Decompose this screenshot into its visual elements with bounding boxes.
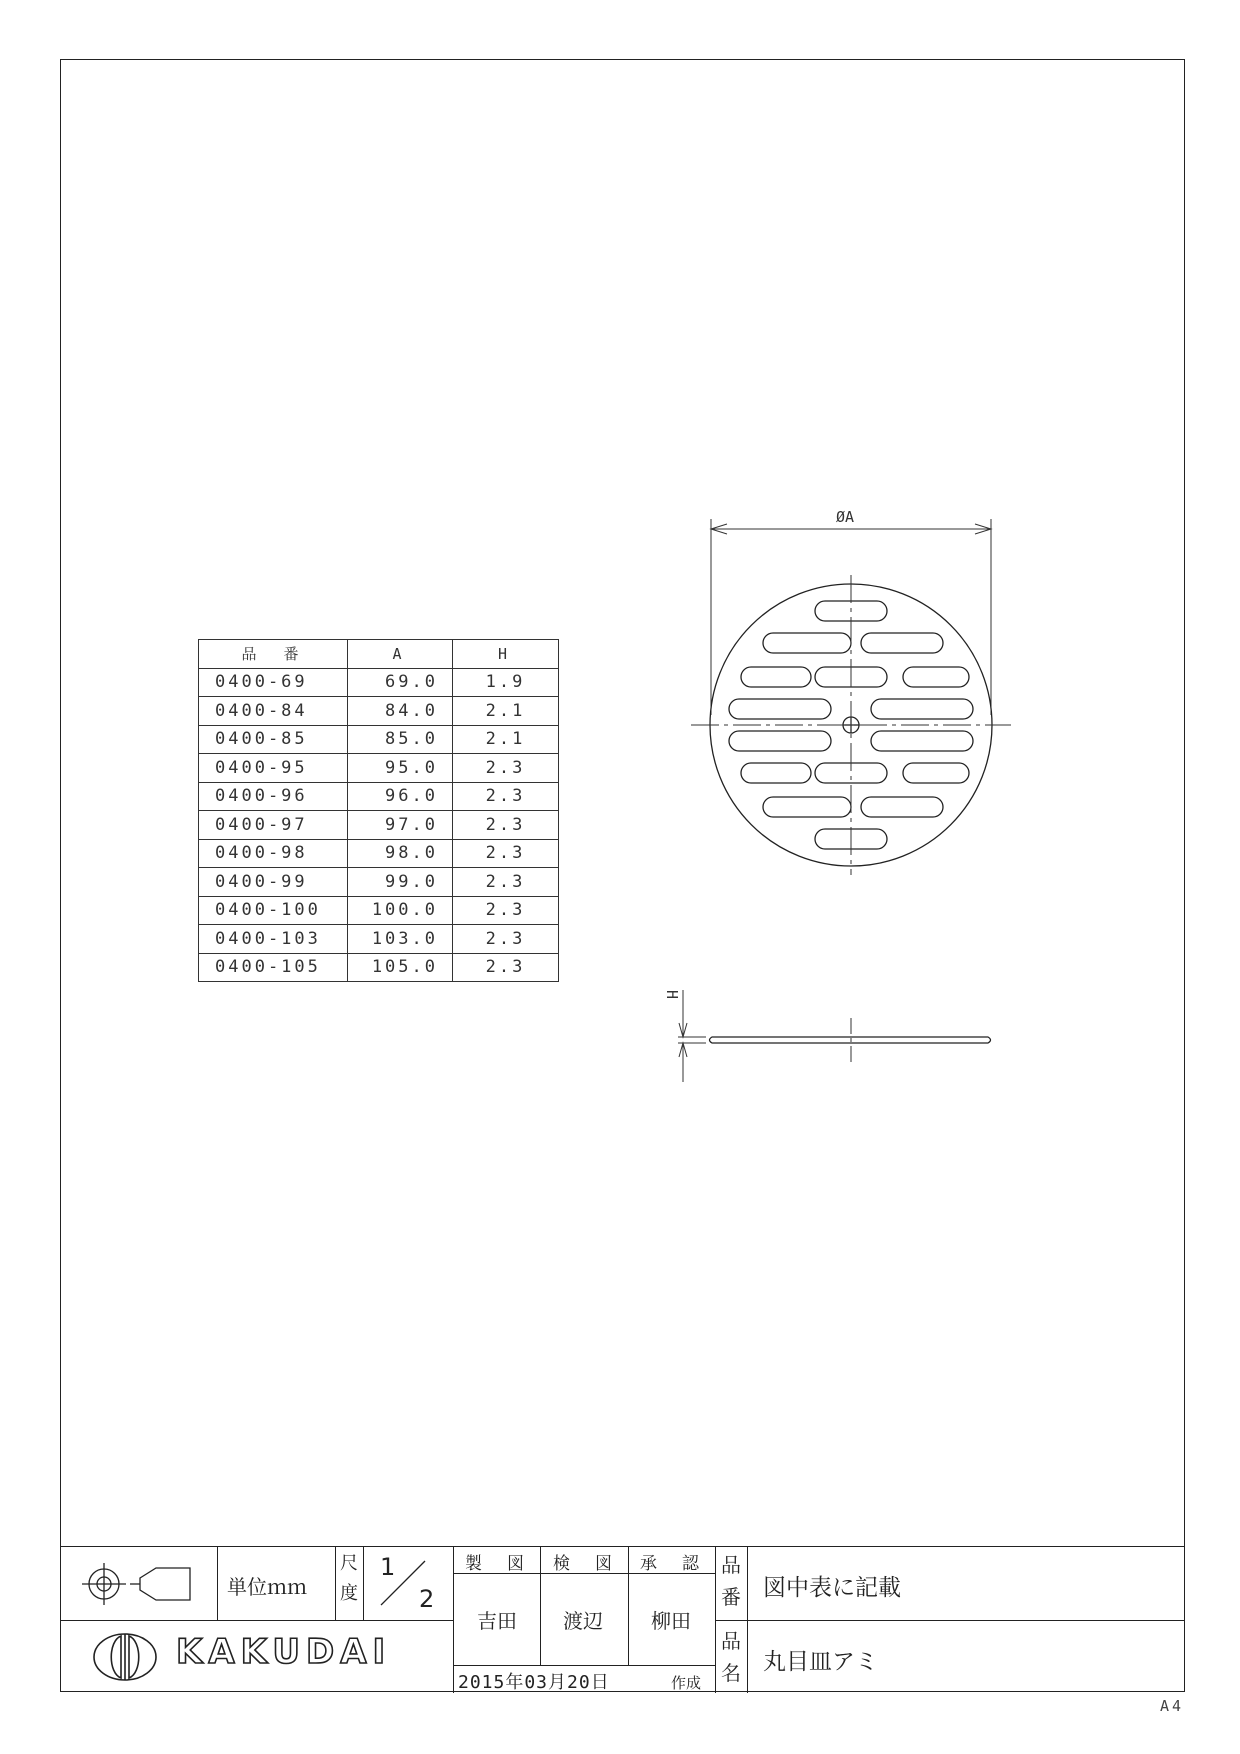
cell-part-number: 0400-99: [199, 868, 348, 897]
cell-h: 2.3: [453, 782, 559, 811]
cell-a: 96.0: [348, 782, 453, 811]
title-block: [60, 1546, 1185, 1692]
header-part-number: 品 番: [199, 640, 348, 669]
height-label: H: [663, 990, 681, 1000]
part-no-label-2: 番: [721, 1585, 741, 1609]
cell-a: 100.0: [348, 896, 453, 925]
brand-name: KAKUDAI: [176, 1632, 392, 1672]
part-no-label-1: 品: [721, 1553, 741, 1577]
cell-a: 98.0: [348, 839, 453, 868]
strainer-side-view: [710, 1037, 991, 1043]
third-angle-projection-icon: [78, 1561, 198, 1607]
header-h: H: [453, 640, 559, 669]
cell-part-number: 0400-105: [199, 953, 348, 982]
cell-a: 85.0: [348, 725, 453, 754]
part-no: 図中表に記載: [763, 1575, 901, 1601]
centre-lines: [691, 575, 1011, 875]
cell-h: 2.3: [453, 839, 559, 868]
part-name: 丸目皿アミ: [763, 1649, 878, 1675]
scale-numerator: 1: [380, 1553, 396, 1581]
cell-a: 95.0: [348, 754, 453, 783]
cell-h: 2.3: [453, 754, 559, 783]
scale-label-1: 尺: [340, 1553, 358, 1574]
scale-denominator: 2: [419, 1585, 435, 1613]
checked-by: 渡辺: [563, 1609, 603, 1633]
scale-label-2: 度: [340, 1583, 358, 1604]
part-name-label-1: 品: [721, 1629, 741, 1653]
cell-a: 97.0: [348, 811, 453, 840]
cell-h: 2.3: [453, 925, 559, 954]
checked-label: 検 図: [553, 1554, 616, 1574]
cell-h: 2.3: [453, 953, 559, 982]
cell-part-number: 0400-97: [199, 811, 348, 840]
sheet-size: A4: [1160, 1697, 1185, 1715]
cell-a: 84.0: [348, 697, 453, 726]
header-a: A: [348, 640, 453, 669]
height-dimension: [678, 990, 706, 1082]
approved-by: 柳田: [651, 1609, 691, 1633]
cell-part-number: 0400-95: [199, 754, 348, 783]
cell-h: 2.1: [453, 697, 559, 726]
cell-part-number: 0400-103: [199, 925, 348, 954]
drafted-label: 製 図: [465, 1554, 528, 1574]
diameter-label: ØA: [836, 508, 855, 526]
cell-h: 2.3: [453, 868, 559, 897]
part-name-label-2: 名: [721, 1661, 741, 1685]
cell-h: 2.1: [453, 725, 559, 754]
cell-h: 2.3: [453, 811, 559, 840]
created-label: 作成: [671, 1674, 702, 1692]
cell-a: 69.0: [348, 668, 453, 697]
cell-h: 1.9: [453, 668, 559, 697]
cell-h: 2.3: [453, 896, 559, 925]
cell-a: 103.0: [348, 925, 453, 954]
unit-label: 単位ｍｍ: [227, 1575, 307, 1599]
cell-part-number: 0400-85: [199, 725, 348, 754]
scale-slash: [363, 1547, 453, 1620]
cell-part-number: 0400-100: [199, 896, 348, 925]
kakudai-logo-icon: [90, 1631, 160, 1683]
date: 2015年03月20日: [458, 1672, 610, 1693]
approved-label: 承 認: [640, 1554, 703, 1574]
cell-part-number: 0400-69: [199, 668, 348, 697]
cell-part-number: 0400-96: [199, 782, 348, 811]
cell-part-number: 0400-98: [199, 839, 348, 868]
cell-a: 105.0: [348, 953, 453, 982]
cell-a: 99.0: [348, 868, 453, 897]
cell-part-number: 0400-84: [199, 697, 348, 726]
drafted-by: 吉田: [477, 1609, 517, 1633]
